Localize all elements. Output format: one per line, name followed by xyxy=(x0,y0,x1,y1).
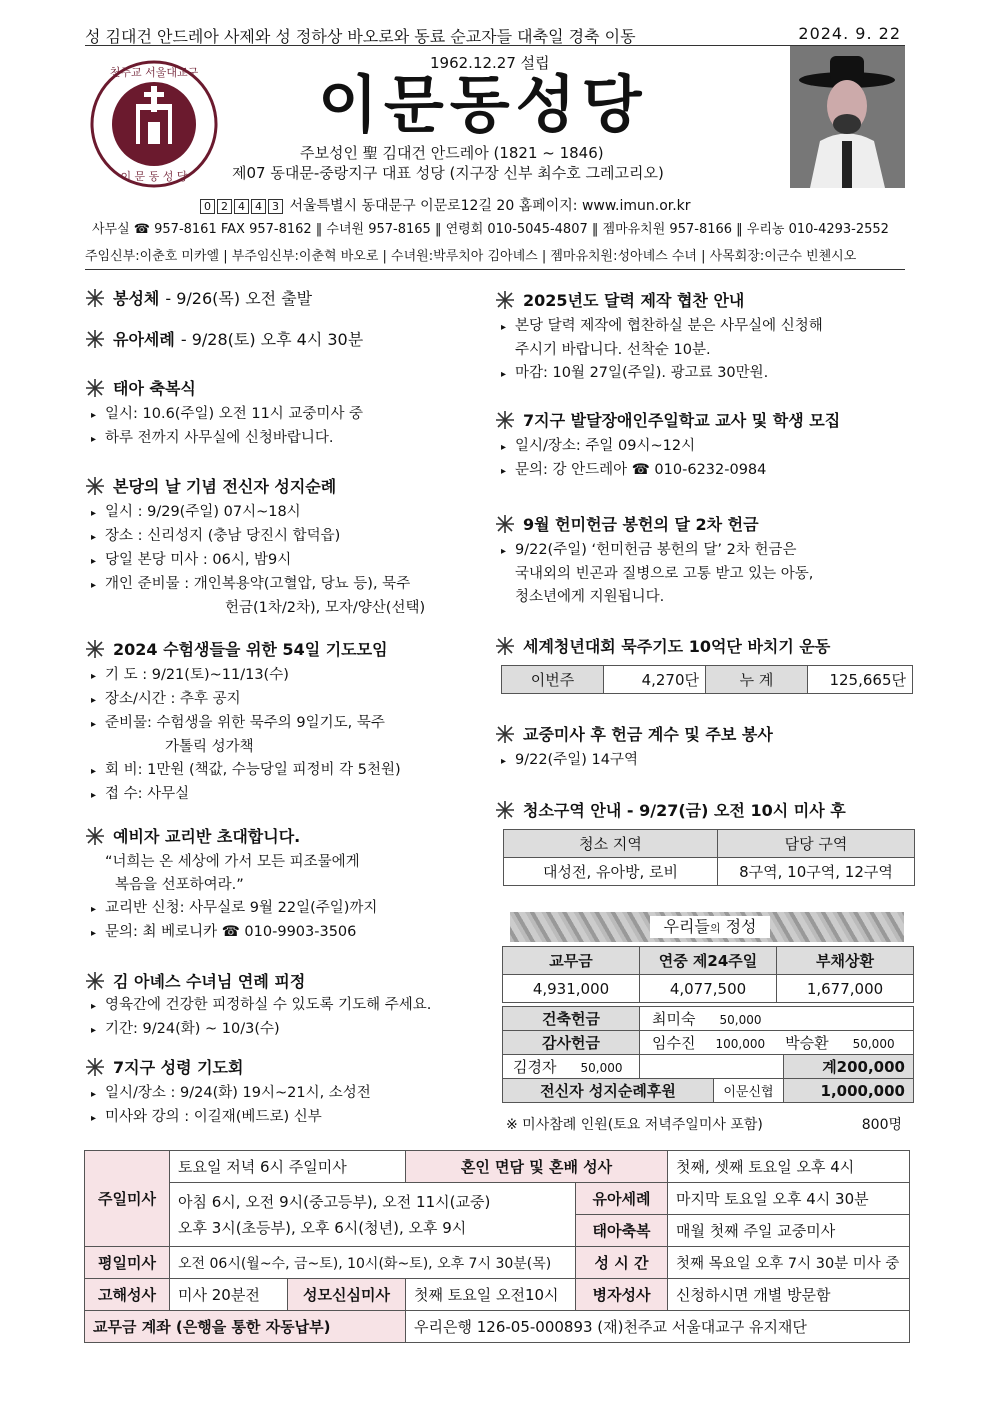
notice-catechumen: 예비자 교리반 초대합니다. “너희는 온 세상에 가서 모든 피조물에게 복음을 선포하여라.” ▸ 교리반 신청: 사무실로 9월 22일(주일)까지 ▸ 문의: 최 베로니카 ☎ 010-9903-3506 xyxy=(85,824,485,945)
notice-exam-prayer: 2024 수험생들을 위한 54일 기도모임 ▸ 기 도 : 9/21(토)~11/13(수) ▸ 장소/시간 : 추후 공지 ▸ 준비물: 수험생을 위한 묵주의 9일기도, 묵주 가톨릭 성가책 ▸ 회 비: 1만원 (책값, 수능당일 피정비 각 5천원) ▸ 접 수: 사무실 xyxy=(85,637,485,807)
sparkle-icon xyxy=(495,636,515,656)
rosary-table: 이번주 4,270단 누 계 125,665단 xyxy=(501,665,913,694)
contact-line: 사무실 ☎ 957-8161 FAX 957-8162 ‖ 수녀원 957-8165 ‖ 연령회 010-5045-4807 ‖ 젬마유치원 957-8166 ‖ 우리농 010-4293-2552 xyxy=(92,222,889,237)
svg-text:천주교 서울대교구: 천주교 서울대교구 xyxy=(109,66,199,79)
saint-portrait xyxy=(790,46,905,188)
sparkle-icon xyxy=(495,514,515,534)
notice-retreat: 김 아녜스 수녀님 연례 피정 ▸ 영육간에 건강한 피정하실 수 있도록 기도해 주세요. ▸ 기간: 9/24(화) ~ 10/3(수) xyxy=(85,969,485,1042)
notice-rosary-campaign: 세계청년대회 묵주기도 10억단 바치기 운동 이번주 4,270단 누 계 125,665단 xyxy=(495,634,915,694)
notice-holy-spirit: 7지구 성령 기도회 ▸ 일시/장소 : 9/24(화) 19시~21시, 소성전 ▸ 미사와 강의 : 이길재(베드로) 신부 xyxy=(85,1055,485,1130)
header-topline xyxy=(85,22,905,46)
parish-seal-icon xyxy=(90,60,218,188)
notice-pilgrimage: 본당의 날 기념 전신자 성지순례 ▸ 일시 : 9/29(주일) 07시~18시 ▸ 장소 : 신리성지 (충남 당진시 합덕읍) ▸ 당일 본당 미사 : 06시, 밤9시 ▸ 개인 준비물 : 개인복용약(고혈압, 당뇨 등), 묵주 헌금(1차/2차), 모자/양산(선택) xyxy=(85,474,485,620)
svg-text:이 문 동 성 당: 이 문 동 성 당 xyxy=(120,170,188,183)
sparkle-icon xyxy=(85,288,105,308)
offering-detail-table: 건축헌금 최미숙 50,000 감사헌금 임수진 100,000 박승환 50,000 김경자 50,000 계200,000 전신자 성지순례후원 이문신협 1,000,000 xyxy=(502,1006,914,1103)
offering-banner: 우리들의 정성 xyxy=(510,912,904,942)
clergy-line: 주임신부:이춘호 미카엘 | 부주임신부:이춘혁 바오로 | 수녀원:박루치아 김아녜스 | 젬마유치원:성아녜스 수녀 | 사목회장:이근수 빈첸시오 xyxy=(85,242,905,270)
address-text: 서울특별시 동대문구 이문로12길 20 홈페이지: www.imun.or.kr xyxy=(289,198,691,214)
sparkle-icon xyxy=(495,290,515,310)
notice-rice-offering: 9월 헌미헌금 봉헌의 달 2차 헌금 ▸ 9/22(주일) ‘헌미헌금 봉헌의 달’ 2차 헌금은 국내외의 빈곤과 질병으로 고통 받고 있는 아동, 청소년에게 지원됩니다. xyxy=(495,512,910,609)
founded-date: 1962.12.27 설립 xyxy=(430,54,550,72)
sparkle-icon xyxy=(85,329,105,349)
notice-calendar: 2025년도 달력 제작 협찬 안내 ▸ 본당 달력 제작에 협찬하실 분은 사무실에 신청해 주시기 바랍니다. 선착순 10분. ▸ 마감: 10월 27일(주일). 광고료 30만원. xyxy=(495,288,910,386)
offering-table: 교무금 연중 제24주일 부채상환 4,931,000 4,077,500 1,677,000 xyxy=(502,946,914,1003)
mass-schedule-table: 주일미사 토요일 저녁 6시 주일미사 혼인 면담 및 혼배 성사 첫째, 셋째 토요일 오후 4시 아침 6시, 오전 9시(중고등부), 오전 11시(교중) 오후 3시(초등부), 오후 6시(청년), 오후 9시 유아세례 마지막 토요일 오후 4시 30분 태아축복 매월 첫째 주일 교중미사 평일미사 오전 06시(월~수, 금~토), 10시(화~토), 오후 7시 30분(목) 성 시 간 첫째 목요일 오후 7시 30분 미사 중 고해성사 미사 20분전 성모신심미사 첫째 토요일 오전10시 병자성사 신청하시면 개별 방문함 교무금 계좌 (은행을 통한 자동납부) 우리은행 126-05-000893 (재)천주교 서울대교구 유지재단 xyxy=(84,1150,910,1343)
sparkle-icon xyxy=(85,826,105,846)
feast-line: 성 김대건 안드레아 사제와 성 정하상 바오로와 동료 순교자들 대축일 경축 이동 xyxy=(85,27,636,46)
notice-infant-baptism: 유아세례 - 9/28(토) 오후 4시 30분 xyxy=(85,327,485,350)
sparkle-icon xyxy=(495,410,515,430)
sparkle-icon xyxy=(85,1057,105,1077)
notice-counting-service: 교중미사 후 헌금 계수 및 주보 봉사 ▸ 9/22(주일) 14구역 xyxy=(495,722,910,773)
sparkle-icon xyxy=(85,639,105,659)
sparkle-icon xyxy=(85,971,105,991)
address-line: 0 2 4 4 3 서울특별시 동대문구 이문로12길 20 홈페이지: www.imun.or.kr xyxy=(200,195,691,215)
sparkle-icon xyxy=(85,378,105,398)
notice-bongseongche: 봉성체 - 9/26(목) 오전 출발 xyxy=(85,286,485,309)
issue-date: 2024. 9. 22 xyxy=(798,24,901,43)
sparkle-icon xyxy=(495,724,515,744)
notice-disabled-school: 7지구 발달장애인주일학교 교사 및 학생 모집 ▸ 일시/장소: 주일 09시~12시 ▸ 문의: 강 안드레아 ☎ 010-6232-0984 xyxy=(495,408,910,483)
sparkle-icon xyxy=(495,800,515,820)
attendance-line: ※ 미사참례 인원(토요 저녁주일미사 포함) 800명 xyxy=(506,1117,902,1133)
sparkle-icon xyxy=(85,476,105,496)
notice-cleaning: 청소구역 안내 - 9/27(금) 오전 10시 미사 후 청소 지역 담당 구역 대성전, 유아방, 로비 8구역, 10구역, 12구역 xyxy=(495,798,915,886)
patron-line: 주보성인 聖 김대건 안드레아 (1821 ~ 1846) xyxy=(300,144,604,162)
notice-fetus-blessing: 태아 축복식 ▸ 일시: 10.6(주일) 오전 11시 교중미사 중 ▸ 하루 전까지 사무실에 신청바랍니다. xyxy=(85,376,485,451)
cleaning-table: 청소 지역 담당 구역 대성전, 유아방, 로비 8구역, 10구역, 12구역 xyxy=(503,829,915,886)
parish-title: 이문동성당 xyxy=(318,68,648,141)
district-line: 제07 동대문-중랑지구 대표 성당 (지구장 신부 최수호 그레고리오) xyxy=(232,164,664,182)
